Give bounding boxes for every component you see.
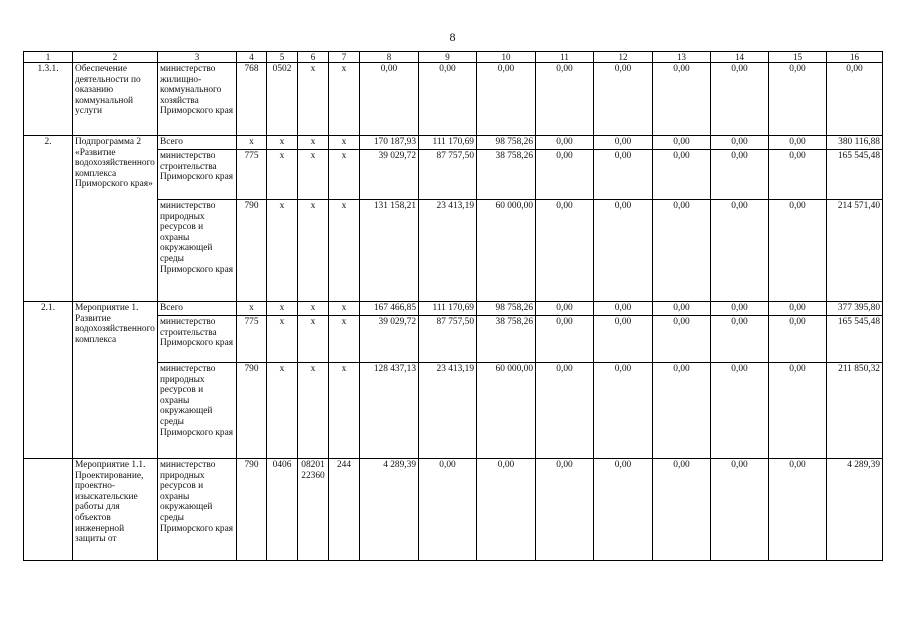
grbs-code: 775 <box>237 150 267 200</box>
section-code: x <box>267 363 298 459</box>
amount-cell: 0,00 <box>536 316 594 363</box>
amount-cell: 0,00 <box>536 136 594 150</box>
amount-cell: 0,00 <box>769 150 827 200</box>
amount-cell: 0,00 <box>419 63 477 136</box>
amount-cell: 0,00 <box>711 200 769 302</box>
amount-cell: 111 170,69 <box>419 302 477 316</box>
column-header: 13 <box>653 52 711 63</box>
amount-cell: 0,00 <box>653 316 711 363</box>
amount-cell: 0,00 <box>594 316 653 363</box>
expense-type-code: x <box>329 136 360 150</box>
amount-cell: 0,00 <box>536 150 594 200</box>
section-code: x <box>267 302 298 316</box>
executor: министерство природных ресурсов и охраны окружающей среды Приморского края <box>158 459 237 561</box>
grbs-code: x <box>237 136 267 150</box>
amount-cell: 0,00 <box>536 200 594 302</box>
amount-cell: 0,00 <box>769 459 827 561</box>
grbs-code: 775 <box>237 316 267 363</box>
expense-type-code: x <box>329 150 360 200</box>
column-header: 15 <box>769 52 827 63</box>
amount-cell: 60 000,00 <box>477 363 536 459</box>
amount-cell: 0,00 <box>769 136 827 150</box>
target-article-code: x <box>298 150 329 200</box>
amount-cell: 0,00 <box>653 136 711 150</box>
expense-type-code: x <box>329 63 360 136</box>
amount-cell: 0,00 <box>419 459 477 561</box>
column-header: 9 <box>419 52 477 63</box>
amount-cell: 0,00 <box>711 302 769 316</box>
expense-type-code: x <box>329 200 360 302</box>
column-header: 14 <box>711 52 769 63</box>
target-article-code: x <box>298 316 329 363</box>
amount-cell: 0,00 <box>594 459 653 561</box>
total-cell: 4 289,39 <box>827 459 883 561</box>
grbs-code: 790 <box>237 459 267 561</box>
amount-cell: 0,00 <box>477 459 536 561</box>
amount-cell: 0,00 <box>536 363 594 459</box>
grbs-code: 790 <box>237 363 267 459</box>
column-header: 12 <box>594 52 653 63</box>
amount-cell: 170 187,93 <box>360 136 419 150</box>
target-article-code: x <box>298 136 329 150</box>
column-header: 2 <box>73 52 158 63</box>
amount-cell: 0,00 <box>769 363 827 459</box>
executor: министерство жилищно-коммунального хозяйства Приморского края <box>158 63 237 136</box>
column-header: 5 <box>267 52 298 63</box>
amount-cell: 98 758,26 <box>477 302 536 316</box>
item-number: 1.3.1. <box>24 63 73 136</box>
amount-cell: 98 758,26 <box>477 136 536 150</box>
total-cell: 165 545,48 <box>827 316 883 363</box>
target-article-code: x <box>298 63 329 136</box>
amount-cell: 0,00 <box>594 150 653 200</box>
target-article-code: x <box>298 363 329 459</box>
amount-cell: 0,00 <box>653 363 711 459</box>
item-number: 2. <box>24 136 73 302</box>
amount-cell: 0,00 <box>594 136 653 150</box>
amount-cell: 0,00 <box>711 63 769 136</box>
amount-cell: 0,00 <box>711 363 769 459</box>
section-code: x <box>267 316 298 363</box>
amount-cell: 23 413,19 <box>419 363 477 459</box>
executor: министерство строительства Приморского края <box>158 316 237 363</box>
expense-type-code: 244 <box>329 459 360 561</box>
amount-cell: 0,00 <box>594 302 653 316</box>
column-header: 3 <box>158 52 237 63</box>
section-code: x <box>267 150 298 200</box>
expense-type-code: x <box>329 316 360 363</box>
column-header: 6 <box>298 52 329 63</box>
item-number <box>24 459 73 561</box>
item-name: Подпрограмма 2 «Развитие водохозяйственного комплекса Приморского края» <box>73 136 158 302</box>
amount-cell: 0,00 <box>477 63 536 136</box>
amount-cell: 0,00 <box>711 150 769 200</box>
item-name: Мероприятие 1. Развитие водохозяйственного комплекса <box>73 302 158 459</box>
column-header: 1 <box>24 52 73 63</box>
total-cell: 165 545,48 <box>827 150 883 200</box>
grbs-code: 768 <box>237 63 267 136</box>
executor: министерство природных ресурсов и охраны окружающей среды Приморского края <box>158 363 237 459</box>
amount-cell: 111 170,69 <box>419 136 477 150</box>
amount-cell: 0,00 <box>653 63 711 136</box>
amount-cell: 0,00 <box>769 302 827 316</box>
amount-cell: 0,00 <box>711 316 769 363</box>
expense-type-code: x <box>329 363 360 459</box>
section-code: x <box>267 200 298 302</box>
amount-cell: 0,00 <box>536 302 594 316</box>
target-article-code: x <box>298 302 329 316</box>
column-number-row <box>24 52 883 63</box>
table-row <box>24 63 883 136</box>
amount-cell: 0,00 <box>711 459 769 561</box>
column-header: 8 <box>360 52 419 63</box>
executor: Всего <box>158 136 237 150</box>
section-code: x <box>267 136 298 150</box>
amount-cell: 0,00 <box>360 63 419 136</box>
total-cell: 211 850,32 <box>827 363 883 459</box>
total-cell: 0,00 <box>827 63 883 136</box>
total-cell: 214 571,40 <box>827 200 883 302</box>
amount-cell: 0,00 <box>769 63 827 136</box>
executor: Всего <box>158 302 237 316</box>
budget-table <box>23 51 883 561</box>
amount-cell: 38 758,26 <box>477 316 536 363</box>
column-header: 10 <box>477 52 536 63</box>
table-row <box>24 459 883 561</box>
amount-cell: 87 757,50 <box>419 316 477 363</box>
amount-cell: 87 757,50 <box>419 150 477 200</box>
amount-cell: 0,00 <box>711 136 769 150</box>
table-row <box>24 136 883 150</box>
amount-cell: 131 158,21 <box>360 200 419 302</box>
section-code: 0502 <box>267 63 298 136</box>
amount-cell: 0,00 <box>653 200 711 302</box>
column-header: 11 <box>536 52 594 63</box>
column-header: 7 <box>329 52 360 63</box>
executor: министерство строительства Приморского края <box>158 150 237 200</box>
amount-cell: 0,00 <box>594 363 653 459</box>
amount-cell: 0,00 <box>653 459 711 561</box>
amount-cell: 4 289,39 <box>360 459 419 561</box>
amount-cell: 0,00 <box>769 200 827 302</box>
amount-cell: 0,00 <box>536 63 594 136</box>
total-cell: 380 116,88 <box>827 136 883 150</box>
amount-cell: 0,00 <box>594 200 653 302</box>
amount-cell: 0,00 <box>769 316 827 363</box>
target-article-code: 08201 22360 <box>298 459 329 561</box>
column-header: 4 <box>237 52 267 63</box>
column-header: 16 <box>827 52 883 63</box>
amount-cell: 23 413,19 <box>419 200 477 302</box>
table-row <box>24 302 883 316</box>
executor: министерство природных ресурсов и охраны окружающей среды Приморского края <box>158 200 237 302</box>
total-cell: 377 395,80 <box>827 302 883 316</box>
amount-cell: 0,00 <box>536 459 594 561</box>
amount-cell: 0,00 <box>653 302 711 316</box>
amount-cell: 128 437,13 <box>360 363 419 459</box>
item-name: Мероприятие 1.1. Проектирование, проектно-изыскательские работы для объектов инженерной защиты от <box>73 459 158 561</box>
amount-cell: 167 466,85 <box>360 302 419 316</box>
amount-cell: 39 029,72 <box>360 316 419 363</box>
item-name: Обеспечение деятельности по оказанию коммунальной услуги <box>73 63 158 136</box>
amount-cell: 0,00 <box>653 150 711 200</box>
amount-cell: 0,00 <box>594 63 653 136</box>
expense-type-code: x <box>329 302 360 316</box>
page-number: 8 <box>449 30 456 44</box>
amount-cell: 38 758,26 <box>477 150 536 200</box>
target-article-code: x <box>298 200 329 302</box>
grbs-code: x <box>237 302 267 316</box>
grbs-code: 790 <box>237 200 267 302</box>
amount-cell: 60 000,00 <box>477 200 536 302</box>
section-code: 0406 <box>267 459 298 561</box>
amount-cell: 39 029,72 <box>360 150 419 200</box>
item-number: 2.1. <box>24 302 73 459</box>
